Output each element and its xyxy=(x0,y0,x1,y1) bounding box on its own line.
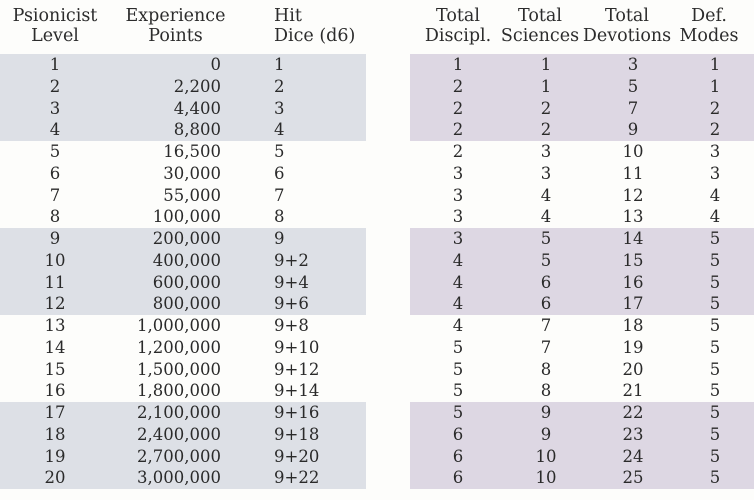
cell-level: 10 xyxy=(44,250,66,270)
table-row xyxy=(410,402,754,424)
cell-defense-modes: 4 xyxy=(709,207,721,227)
cell-sciences: 10 xyxy=(535,468,557,488)
cell-level: 18 xyxy=(44,424,66,444)
cell-defense-modes: 1 xyxy=(709,55,721,74)
cell-disciplines: 2 xyxy=(452,76,464,96)
table-row xyxy=(0,424,366,446)
cell-sciences: 8 xyxy=(540,381,552,401)
header-defense-modes: Def. Modes xyxy=(679,6,739,46)
cell-level: 1 xyxy=(49,55,61,74)
header-total-disciplines: Total Discipl. xyxy=(424,6,492,46)
cell-defense-modes: 5 xyxy=(709,359,721,379)
cell-experience: 1,200,000 xyxy=(137,337,221,357)
table-row xyxy=(410,315,754,337)
header-psionicist-level: Psionicist Level xyxy=(12,6,98,46)
cell-level: 6 xyxy=(49,163,61,183)
cell-sciences: 3 xyxy=(540,142,552,161)
table-row xyxy=(0,359,366,381)
header-experience-points: Experience Points xyxy=(125,6,226,46)
table-row xyxy=(0,185,366,207)
table-row xyxy=(410,293,754,315)
cell-devotions: 20 xyxy=(622,359,644,379)
cell-level: 13 xyxy=(44,316,66,335)
cell-defense-modes: 2 xyxy=(709,98,721,118)
cell-level: 12 xyxy=(44,294,66,314)
cell-devotions: 14 xyxy=(622,229,644,248)
cell-defense-modes: 5 xyxy=(709,446,721,466)
cell-disciplines: 6 xyxy=(452,446,464,466)
cell-hit-dice: 7 xyxy=(274,185,285,205)
cell-hit-dice: 9+2 xyxy=(274,250,309,270)
cell-level: 9 xyxy=(49,229,61,248)
cell-level: 14 xyxy=(44,337,66,357)
table-row xyxy=(0,293,366,315)
cell-defense-modes: 4 xyxy=(709,185,721,205)
table-row xyxy=(0,250,366,272)
table-row xyxy=(410,228,754,250)
cell-sciences: 5 xyxy=(540,229,552,248)
table-row xyxy=(0,98,366,120)
table-row xyxy=(410,163,754,185)
cell-sciences: 10 xyxy=(535,446,557,466)
cell-experience: 2,100,000 xyxy=(137,403,221,422)
cell-disciplines: 3 xyxy=(452,163,464,183)
table-row xyxy=(410,98,754,120)
cell-devotions: 9 xyxy=(627,120,639,140)
left-table-header xyxy=(0,0,366,54)
cell-sciences: 2 xyxy=(540,120,552,140)
cell-hit-dice: 6 xyxy=(274,163,285,183)
cell-sciences: 3 xyxy=(540,163,552,183)
cell-defense-modes: 3 xyxy=(709,142,721,161)
right-table-body xyxy=(410,54,754,489)
cell-devotions: 15 xyxy=(622,250,644,270)
table-row xyxy=(0,76,366,98)
cell-disciplines: 5 xyxy=(452,403,464,422)
cell-experience: 600,000 xyxy=(152,272,221,292)
cell-level: 7 xyxy=(49,185,61,205)
cell-disciplines: 3 xyxy=(452,207,464,227)
table-row xyxy=(0,272,366,294)
header-total-devotions: Total Devotions xyxy=(582,6,672,46)
cell-defense-modes: 5 xyxy=(709,229,721,248)
cell-level: 5 xyxy=(49,142,61,161)
cell-hit-dice: 1 xyxy=(274,55,285,74)
cell-devotions: 22 xyxy=(622,403,644,422)
cell-experience: 400,000 xyxy=(152,250,221,270)
cell-disciplines: 2 xyxy=(452,120,464,140)
cell-devotions: 17 xyxy=(622,294,644,314)
cell-defense-modes: 5 xyxy=(709,250,721,270)
cell-defense-modes: 1 xyxy=(709,76,721,96)
cell-disciplines: 4 xyxy=(452,294,464,314)
cell-devotions: 3 xyxy=(627,55,639,74)
table-row xyxy=(410,76,754,98)
table-row xyxy=(410,424,754,446)
cell-devotions: 21 xyxy=(622,381,644,401)
table-row xyxy=(0,141,366,163)
cell-defense-modes: 5 xyxy=(709,337,721,357)
cell-sciences: 2 xyxy=(540,98,552,118)
cell-disciplines: 2 xyxy=(452,98,464,118)
level-experience-table xyxy=(0,0,366,489)
cell-experience: 8,800 xyxy=(173,120,221,140)
table-row xyxy=(410,141,754,163)
cell-hit-dice: 9+20 xyxy=(274,446,320,466)
cell-level: 3 xyxy=(49,98,61,118)
cell-hit-dice: 9+22 xyxy=(274,468,320,488)
cell-disciplines: 4 xyxy=(452,272,464,292)
cell-sciences: 4 xyxy=(540,207,552,227)
cell-hit-dice: 9+8 xyxy=(274,316,309,335)
cell-devotions: 10 xyxy=(622,142,644,161)
right-table-header xyxy=(410,0,754,54)
table-row xyxy=(410,446,754,468)
cell-disciplines: 2 xyxy=(452,142,464,161)
cell-level: 2 xyxy=(49,76,61,96)
cell-disciplines: 3 xyxy=(452,185,464,205)
cell-experience: 200,000 xyxy=(152,229,221,248)
table-row xyxy=(410,185,754,207)
header-total-sciences: Total Sciences xyxy=(500,6,580,46)
cell-disciplines: 6 xyxy=(452,468,464,488)
cell-defense-modes: 5 xyxy=(709,424,721,444)
cell-experience: 1,500,000 xyxy=(137,359,221,379)
cell-level: 4 xyxy=(49,120,61,140)
table-row xyxy=(410,380,754,402)
cell-devotions: 23 xyxy=(622,424,644,444)
cell-sciences: 6 xyxy=(540,294,552,314)
cell-experience: 55,000 xyxy=(163,185,221,205)
cell-experience: 16,500 xyxy=(163,142,221,161)
cell-sciences: 5 xyxy=(540,250,552,270)
cell-experience: 30,000 xyxy=(163,163,221,183)
table-row xyxy=(0,228,366,250)
cell-hit-dice: 9+18 xyxy=(274,424,320,444)
cell-hit-dice: 9+6 xyxy=(274,294,309,314)
cell-disciplines: 5 xyxy=(452,337,464,357)
cell-devotions: 24 xyxy=(622,446,644,466)
cell-devotions: 13 xyxy=(622,207,644,227)
cell-experience: 2,200 xyxy=(173,76,221,96)
cell-defense-modes: 5 xyxy=(709,294,721,314)
cell-defense-modes: 5 xyxy=(709,403,721,422)
cell-devotions: 16 xyxy=(622,272,644,292)
cell-hit-dice: 8 xyxy=(274,207,285,227)
cell-disciplines: 5 xyxy=(452,359,464,379)
cell-devotions: 7 xyxy=(627,98,639,118)
cell-experience: 800,000 xyxy=(152,294,221,314)
table-row xyxy=(0,315,366,337)
cell-sciences: 9 xyxy=(540,424,552,444)
table-row xyxy=(0,402,366,424)
cell-sciences: 6 xyxy=(540,272,552,292)
cell-experience: 0 xyxy=(210,55,221,74)
cell-defense-modes: 5 xyxy=(709,272,721,292)
cell-sciences: 1 xyxy=(540,76,552,96)
table-row xyxy=(0,380,366,402)
table-row xyxy=(0,206,366,228)
table-row xyxy=(410,337,754,359)
cell-disciplines: 5 xyxy=(452,381,464,401)
cell-sciences: 7 xyxy=(540,337,552,357)
cell-experience: 2,700,000 xyxy=(137,446,221,466)
cell-level: 8 xyxy=(49,207,61,227)
table-row xyxy=(410,206,754,228)
cell-defense-modes: 3 xyxy=(709,163,721,183)
cell-disciplines: 1 xyxy=(452,55,464,74)
cell-devotions: 12 xyxy=(622,185,644,205)
table-row xyxy=(410,359,754,381)
header-hit-dice: Hit Dice (d6) xyxy=(274,6,356,46)
cell-experience: 3,000,000 xyxy=(137,468,221,488)
cell-defense-modes: 2 xyxy=(709,120,721,140)
table-row xyxy=(0,163,366,185)
cell-level: 19 xyxy=(44,446,66,466)
cell-sciences: 4 xyxy=(540,185,552,205)
cell-defense-modes: 5 xyxy=(709,468,721,488)
table-row xyxy=(410,272,754,294)
table-row xyxy=(0,337,366,359)
cell-level: 11 xyxy=(44,272,66,292)
table-row xyxy=(410,54,754,76)
cell-hit-dice: 3 xyxy=(274,98,285,118)
cell-sciences: 1 xyxy=(540,55,552,74)
cell-experience: 1,000,000 xyxy=(137,316,221,335)
table-row xyxy=(0,119,366,141)
table-row xyxy=(0,446,366,468)
cell-hit-dice: 9+4 xyxy=(274,272,309,292)
table-row xyxy=(0,467,366,489)
cell-devotions: 25 xyxy=(622,468,644,488)
cell-defense-modes: 5 xyxy=(709,381,721,401)
cell-disciplines: 6 xyxy=(452,424,464,444)
cell-level: 20 xyxy=(44,468,66,488)
cell-level: 15 xyxy=(44,359,66,379)
cell-hit-dice: 9+10 xyxy=(274,337,320,357)
cell-experience: 4,400 xyxy=(173,98,221,118)
cell-experience: 100,000 xyxy=(152,207,221,227)
cell-defense-modes: 5 xyxy=(709,316,721,335)
cell-devotions: 5 xyxy=(627,76,639,96)
cell-hit-dice: 9 xyxy=(274,229,285,248)
cell-devotions: 19 xyxy=(622,337,644,357)
cell-hit-dice: 2 xyxy=(274,76,285,96)
table-row xyxy=(410,467,754,489)
cell-sciences: 7 xyxy=(540,316,552,335)
table-row xyxy=(410,250,754,272)
powers-table xyxy=(410,0,754,489)
cell-hit-dice: 9+12 xyxy=(274,359,320,379)
left-table-body xyxy=(0,54,366,489)
cell-experience: 2,400,000 xyxy=(137,424,221,444)
cell-disciplines: 3 xyxy=(452,229,464,248)
cell-level: 17 xyxy=(44,403,66,422)
cell-hit-dice: 9+16 xyxy=(274,403,320,422)
cell-hit-dice: 9+14 xyxy=(274,381,320,401)
cell-hit-dice: 4 xyxy=(274,120,285,140)
cell-experience: 1,800,000 xyxy=(137,381,221,401)
cell-disciplines: 4 xyxy=(452,250,464,270)
cell-sciences: 8 xyxy=(540,359,552,379)
table-row xyxy=(410,119,754,141)
cell-disciplines: 4 xyxy=(452,316,464,335)
table-row xyxy=(0,54,366,76)
cell-devotions: 18 xyxy=(622,316,644,335)
cell-hit-dice: 5 xyxy=(274,142,285,161)
cell-level: 16 xyxy=(44,381,66,401)
cell-sciences: 9 xyxy=(540,403,552,422)
cell-devotions: 11 xyxy=(622,163,644,183)
